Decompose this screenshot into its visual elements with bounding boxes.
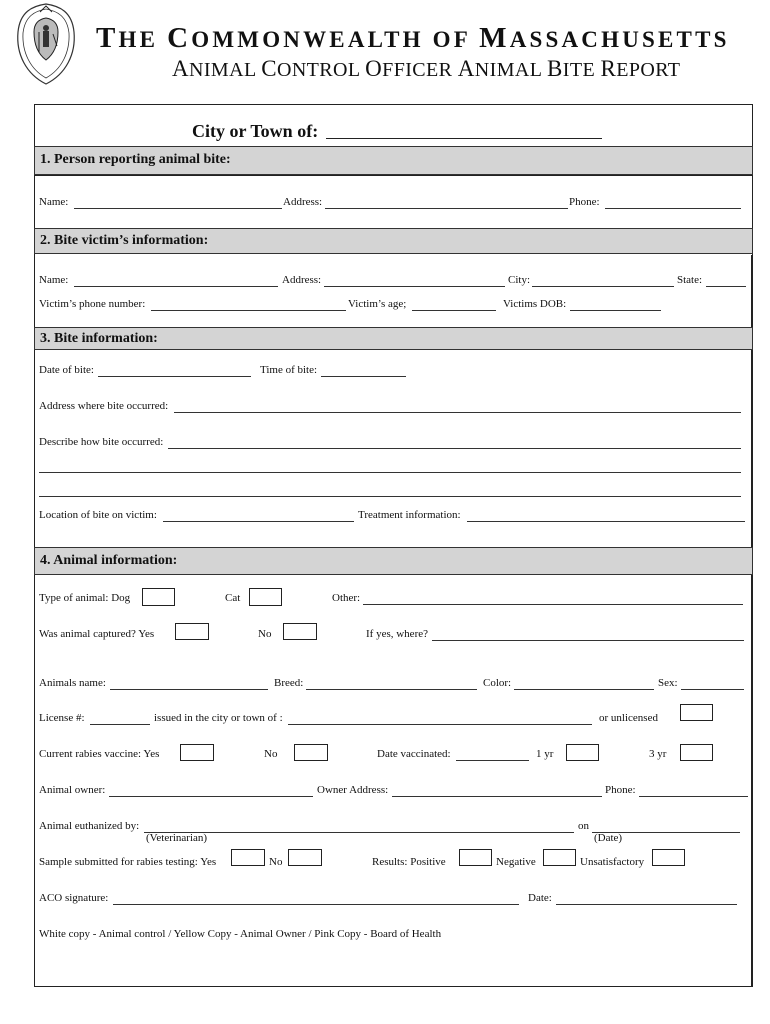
bite-location-label: Location of bite on victim: bbox=[39, 509, 157, 521]
unlicensed-checkbox[interactable] bbox=[680, 704, 713, 721]
other-animal-line[interactable] bbox=[363, 604, 743, 605]
animal-name-label: Animals name: bbox=[39, 677, 106, 689]
bite-location-line[interactable] bbox=[163, 521, 354, 522]
commonwealth-title: THE COMMONWEALTH OF MASSACHUSETTS bbox=[96, 22, 730, 54]
victim-dob-label: Victims DOB: bbox=[503, 298, 567, 310]
massachusetts-seal-icon bbox=[12, 2, 80, 86]
victim-state-line[interactable] bbox=[706, 286, 746, 287]
bite-describe-label: Describe how bite occurred: bbox=[39, 436, 164, 448]
one-year-label: 1 yr bbox=[536, 748, 554, 760]
report-title: ANIMAL CONTROL OFFICER ANIMAL BITE REPORT bbox=[172, 56, 681, 81]
bite-time-line[interactable] bbox=[321, 376, 406, 377]
cat-label: Cat bbox=[225, 592, 241, 604]
date-vaccinated-line[interactable] bbox=[456, 760, 529, 761]
bite-describe-line-3[interactable] bbox=[39, 496, 741, 497]
one-year-checkbox[interactable] bbox=[566, 744, 599, 761]
license-line[interactable] bbox=[90, 724, 150, 725]
section-1-header: 1. Person reporting animal bite: bbox=[34, 146, 753, 175]
captured-yes-checkbox[interactable] bbox=[175, 623, 209, 640]
bite-time-label: Time of bite: bbox=[260, 364, 318, 376]
victim-address-line[interactable] bbox=[324, 286, 505, 287]
rabies-yes-checkbox[interactable] bbox=[180, 744, 214, 761]
victim-name-label: Name: bbox=[39, 274, 69, 286]
veterinarian-caption: (Veterinarian) bbox=[146, 832, 208, 844]
issued-town-line[interactable] bbox=[288, 724, 592, 725]
dog-checkbox[interactable] bbox=[142, 588, 175, 606]
victim-dob-line[interactable] bbox=[570, 310, 661, 311]
owner-address-label: Owner Address: bbox=[317, 784, 389, 796]
owner-address-line[interactable] bbox=[392, 796, 602, 797]
section-2-header: 2. Bite victim’s information: bbox=[34, 228, 753, 254]
aco-signature-label: ACO signature: bbox=[39, 892, 109, 904]
results-label: Results: Positive bbox=[372, 856, 446, 868]
sex-label: Sex: bbox=[658, 677, 678, 689]
unsatisfactory-checkbox[interactable] bbox=[652, 849, 685, 866]
owner-phone-label: Phone: bbox=[605, 784, 636, 796]
unsatisfactory-label: Unsatisfactory bbox=[580, 856, 645, 868]
owner-label: Animal owner: bbox=[39, 784, 106, 796]
section-4-header: 4. Animal information: bbox=[34, 547, 753, 575]
other-animal-label: Other: bbox=[332, 592, 361, 604]
date-caption: (Date) bbox=[594, 832, 623, 844]
section-1-box bbox=[34, 175, 753, 229]
victim-age-line[interactable] bbox=[412, 310, 496, 311]
sample-label: Sample submitted for rabies testing: Yes bbox=[39, 856, 217, 868]
cat-checkbox[interactable] bbox=[249, 588, 282, 606]
euthanized-line[interactable] bbox=[144, 832, 574, 833]
bite-describe-line-1[interactable] bbox=[168, 448, 741, 449]
form-frame-edge bbox=[751, 255, 752, 987]
victim-city-line[interactable] bbox=[532, 286, 674, 287]
license-label: License #: bbox=[39, 712, 85, 724]
victim-state-label: State: bbox=[677, 274, 703, 286]
person-phone-line[interactable] bbox=[605, 208, 741, 209]
bite-describe-line-2[interactable] bbox=[39, 472, 741, 473]
copy-distribution-note: White copy - Animal control / Yellow Copy - Animal Owner / Pink Copy - Board of Health bbox=[39, 928, 442, 940]
euthanized-on-label: on bbox=[578, 820, 589, 832]
animal-type-label: Type of animal: Dog bbox=[39, 592, 131, 604]
negative-label: Negative bbox=[496, 856, 536, 868]
victim-address-label: Address: bbox=[282, 274, 322, 286]
victim-name-line[interactable] bbox=[74, 286, 278, 287]
bite-date-label: Date of bite: bbox=[39, 364, 94, 376]
section-3-header: 3. Bite information: bbox=[34, 327, 753, 350]
victim-phone-line[interactable] bbox=[151, 310, 346, 311]
breed-line[interactable] bbox=[306, 689, 477, 690]
captured-where-label: If yes, where? bbox=[366, 628, 428, 640]
bite-date-line[interactable] bbox=[98, 376, 251, 377]
sample-yes-checkbox[interactable] bbox=[231, 849, 265, 866]
city-label: City or Town of: bbox=[192, 121, 319, 141]
negative-checkbox[interactable] bbox=[543, 849, 576, 866]
animal-name-line[interactable] bbox=[110, 689, 268, 690]
victim-age-label: Victim’s age; bbox=[348, 298, 407, 310]
three-year-checkbox[interactable] bbox=[680, 744, 713, 761]
bite-address-line[interactable] bbox=[174, 412, 741, 413]
owner-phone-line[interactable] bbox=[639, 796, 748, 797]
sex-line[interactable] bbox=[681, 689, 744, 690]
issued-label: issued in the city or town of : bbox=[154, 712, 283, 724]
sample-no-label: No bbox=[269, 856, 283, 868]
euthanized-label: Animal euthanized by: bbox=[39, 820, 140, 832]
city-input-line[interactable] bbox=[326, 138, 602, 139]
treatment-label: Treatment information: bbox=[358, 509, 461, 521]
rabies-label: Current rabies vaccine: Yes bbox=[39, 748, 160, 760]
captured-no-checkbox[interactable] bbox=[283, 623, 317, 640]
person-address-line[interactable] bbox=[325, 208, 568, 209]
person-phone-label: Phone: bbox=[569, 196, 600, 208]
date-vaccinated-label: Date vaccinated: bbox=[377, 748, 451, 760]
three-year-label: 3 yr bbox=[649, 748, 667, 760]
rabies-no-label: No bbox=[264, 748, 278, 760]
person-name-label: Name: bbox=[39, 196, 69, 208]
captured-where-line[interactable] bbox=[432, 640, 744, 641]
positive-checkbox[interactable] bbox=[459, 849, 492, 866]
person-address-label: Address: bbox=[283, 196, 323, 208]
aco-date-label: Date: bbox=[528, 892, 552, 904]
victim-phone-label: Victim’s phone number: bbox=[39, 298, 146, 310]
person-name-line[interactable] bbox=[74, 208, 282, 209]
aco-signature-line[interactable] bbox=[113, 904, 519, 905]
owner-line[interactable] bbox=[109, 796, 313, 797]
bite-address-label: Address where bite occurred: bbox=[39, 400, 169, 412]
color-label: Color: bbox=[483, 677, 512, 689]
aco-date-line[interactable] bbox=[556, 904, 737, 905]
treatment-line[interactable] bbox=[467, 521, 745, 522]
breed-label: Breed: bbox=[274, 677, 304, 689]
captured-no-label: No bbox=[258, 628, 272, 640]
captured-label: Was animal captured? Yes bbox=[39, 628, 155, 640]
victim-city-label: City: bbox=[508, 274, 531, 286]
color-line[interactable] bbox=[514, 689, 654, 690]
rabies-no-checkbox[interactable] bbox=[294, 744, 328, 761]
sample-no-checkbox[interactable] bbox=[288, 849, 322, 866]
unlicensed-label: or unlicensed bbox=[599, 712, 658, 724]
